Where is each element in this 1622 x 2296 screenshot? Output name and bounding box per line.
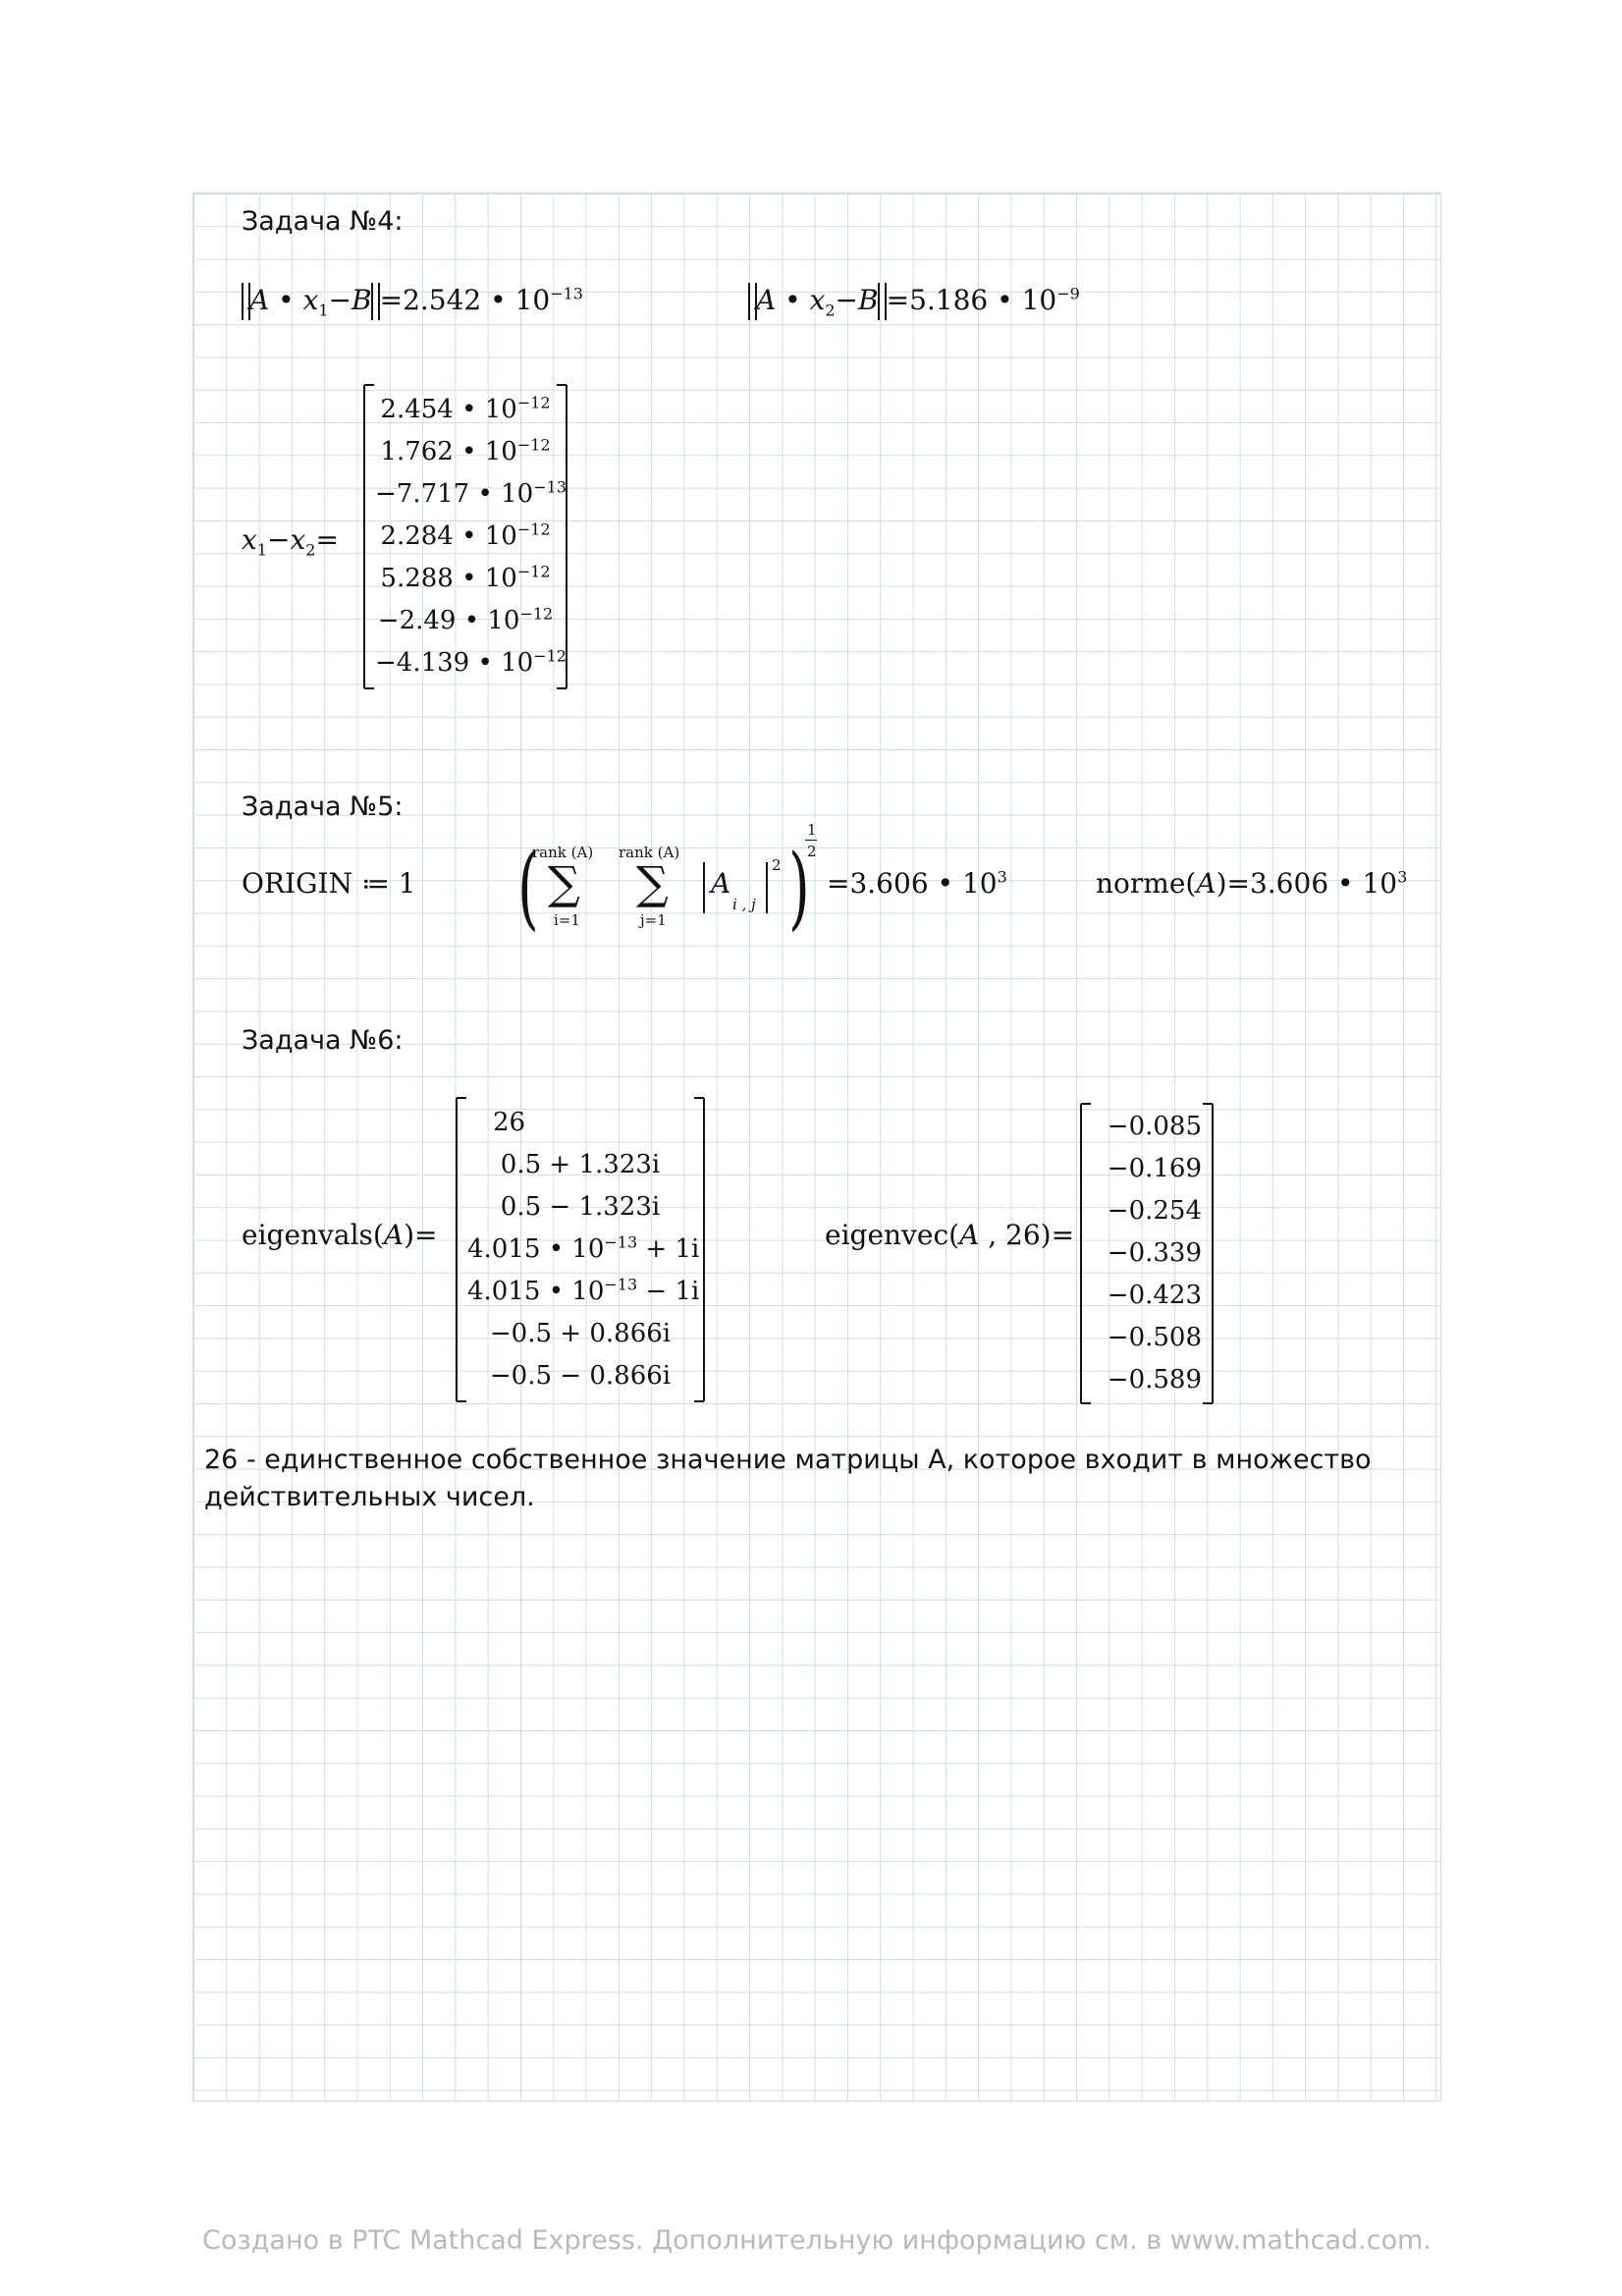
matrix-element: A [711, 867, 731, 900]
norm-residual-1: A • $x_1-B =2.542$ • $10^{-13}$ [242, 287, 583, 314]
conclusion-text [204, 1442, 1372, 1516]
norm-bars: A • $x_1-B$ [242, 287, 380, 314]
eigenvector-entry: −0.254 [1107, 1196, 1202, 1226]
eigenvalue-entry: −0.5 − 0.866i [489, 1361, 672, 1391]
element-subscript: i , j [732, 896, 756, 913]
vector-entry: 1.762 • $10^{-12}$ [380, 435, 551, 466]
sigma-j: ∑ [636, 856, 669, 909]
norme-result: norme(A)=3.606 • $10^3$ [1096, 867, 1408, 900]
vector-entry: −2.49 • $10^{-12}$ [377, 604, 554, 635]
eigenvalue-entry: 4.015 • $10^{-13} - 1i$ [467, 1275, 700, 1306]
footer-note: Создано в PTC Mathcad Express. Дополнительную информацию см. в www.mathcad.com. [202, 2225, 1432, 2256]
eigenvector-entry: −0.085 [1107, 1112, 1202, 1141]
eigenvector [1080, 1104, 1214, 1403]
conclusion-line-1: 26 - единственное собственное значение матрицы А, которое входит в множество [204, 1445, 1372, 1475]
eigenvector-entry: −0.169 [1107, 1154, 1202, 1183]
frobenius-result: =3.606 • $10^3$ [827, 867, 1007, 900]
eigenvalues-vector [456, 1098, 705, 1401]
abs-left [703, 862, 705, 913]
eigenvalue-entry: 4.015 • $10^{-13} + 1i$ [467, 1232, 700, 1264]
root-numerator: 1 [807, 821, 817, 839]
task4-heading: Задача №4: [242, 206, 404, 237]
vector-entry: −4.139 • $10^{-12}$ [375, 646, 567, 678]
eigenvector-entry: −0.339 [1107, 1238, 1202, 1268]
right-paren: ) [788, 835, 810, 940]
vector-entry: 2.284 • $10^{-12}$ [380, 519, 551, 551]
eigenvector-entry: −0.589 [1107, 1365, 1202, 1394]
vector-entry: 5.288 • $10^{-12}$ [380, 562, 551, 593]
difference-label: $x_1-x_2=$ [242, 523, 339, 560]
vector-entry: −7.717 • $10^{-13}$ [375, 477, 567, 509]
eigenvector-entry: −0.508 [1107, 1323, 1202, 1352]
task5-heading: Задача №5: [242, 792, 404, 822]
sum-lower-i: i=1 [554, 911, 580, 929]
eigenvector-entry: −0.423 [1107, 1281, 1202, 1310]
sum-upper-i: rank (A) [532, 844, 594, 861]
task6-heading: Задача №6: [242, 1025, 404, 1056]
sigma-i: ∑ [548, 856, 580, 909]
vector-entry: 2.454 • $10^{-12}$ [380, 393, 551, 424]
eigenvals-label: eigenvals(A)= [242, 1219, 438, 1251]
eigenvalue-entry: 26 [493, 1108, 526, 1137]
origin-assignment: ORIGIN ≔ 1 [242, 867, 416, 900]
root-denominator: 2 [807, 843, 817, 860]
difference-vector [363, 385, 568, 688]
square-exponent: 2 [772, 856, 782, 874]
sum-lower-j: j=1 [640, 911, 667, 929]
abs-right [766, 862, 768, 913]
fraction-bar [805, 840, 817, 841]
eigenvalue-entry: 0.5 − 1.323i [500, 1192, 661, 1222]
norm-bars: A • $x_2-B$ [748, 287, 887, 314]
norm-residual-2: A • $x_2-B =5.186$ • $10^{-9}$ [748, 287, 1080, 314]
eigenvec-label: eigenvec(A , 26)= [825, 1219, 1075, 1251]
left-paren: ( [517, 835, 539, 940]
eigenvalue-entry: 0.5 + 1.323i [500, 1150, 661, 1179]
sum-upper-j: rank (A) [619, 844, 680, 861]
conclusion-line-2: действительных чисел. [204, 1482, 535, 1512]
eigenvalue-entry: −0.5 + 0.866i [489, 1319, 672, 1348]
